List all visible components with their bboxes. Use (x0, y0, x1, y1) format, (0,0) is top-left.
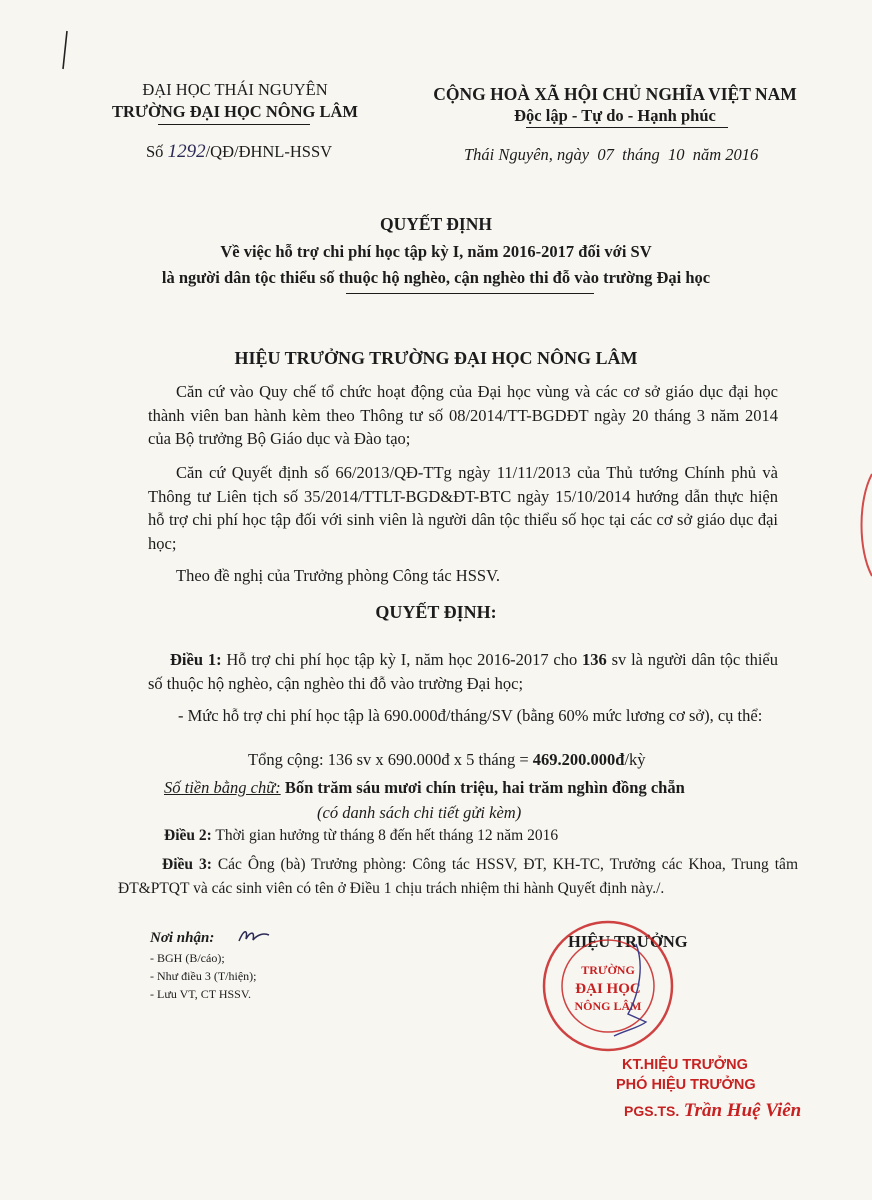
total-prefix: Tổng cộng: 136 sv x 690.000đ x 5 tháng = (248, 750, 533, 769)
total-value: 469.200.000đ (532, 750, 625, 769)
recipients-label: Nơi nhận: (150, 930, 215, 946)
signatory-title: HIỆU TRƯỞNG (568, 932, 688, 951)
seal-line-3: NÔNG LÂM (574, 999, 642, 1013)
org-underline (158, 124, 310, 125)
article-3 (118, 853, 798, 901)
place-date: Thái Nguyên, ngày 07 tháng 10 năm 2016 (464, 145, 759, 164)
recipient-item: - Lưu VT, CT HSSV. (150, 987, 251, 1001)
seal-line-1: TRƯỜNG (581, 963, 635, 977)
article-3-label: Điều 3: (162, 856, 212, 873)
amount-in-words (164, 778, 685, 798)
amount-words-value: Bốn trăm sáu mươi chín triệu, hai trăm nghìn đồng chẵn (280, 778, 685, 797)
recipient-item: - Như điều 3 (T/hiện); (150, 969, 257, 983)
article-1-total (248, 750, 646, 770)
preamble-item: Căn cứ vào Quy chế tổ chức hoạt động của Đại học vùng và các cơ sở giáo dục đại học thành viên ban hành kèm theo Thông tư số 08/2014/TT-BGDĐT ngày 20 tháng 3 năm 2014 của Bộ trưởng Bộ Giáo dục và Đào tạo; (148, 382, 778, 448)
preamble-item: Căn cứ Quyết định số 66/2013/QĐ-TTg ngày 11/11/2013 của Thủ tướng Chính phủ và Thông tư Liên tịch số 35/2014/TTLT-BGD&ĐT-BTC ngày 15/10/2014 hướng dẫn thực hiện hỗ trợ chi phí học tập đối với sinh viên là người dân tộc thiểu số học tại các cơ sở giáo dục đại học; (148, 463, 778, 553)
initials-scribble (236, 926, 272, 948)
doc-number-suffix: /QĐ/ĐHNL-HSSV (205, 142, 333, 161)
org-name: TRƯỜNG ĐẠI HỌC NÔNG LÂM (112, 102, 358, 121)
doc-number (146, 141, 332, 163)
subject-underline (346, 293, 594, 294)
signer (624, 1100, 801, 1122)
decision-heading: QUYẾT ĐỊNH: (375, 602, 497, 622)
attachment-note: (có danh sách chi tiết gửi kèm) (317, 803, 522, 822)
total-suffix: /kỳ (624, 750, 646, 769)
handwritten-mark (62, 30, 68, 70)
motto: Độc lập - Tự do - Hạnh phúc (514, 106, 716, 125)
amount-words-label: Số tiền bằng chữ: (164, 778, 281, 797)
acting-title: KT.HIỆU TRƯỞNG (622, 1057, 748, 1073)
edge-seal-fragment (854, 470, 872, 580)
article-1-rate: - Mức hỗ trợ chi phí học tập là 690.000đ/tháng/SV (bằng 60% mức lương cơ sở), cụ thể: (178, 706, 763, 725)
authority-heading: HIỆU TRƯỞNG TRƯỜNG ĐẠI HỌC NÔNG LÂM (234, 348, 638, 368)
document-type: QUYẾT ĐỊNH (380, 214, 492, 234)
article-1-count: 136 (582, 650, 607, 669)
motto-underline (526, 127, 728, 128)
article-2 (164, 827, 558, 845)
signer-degree: PGS.TS. (624, 1103, 680, 1119)
article-2-label: Điều 2: (164, 827, 212, 844)
article-2-text: Thời gian hưởng từ tháng 8 đến hết tháng 12 năm 2016 (211, 827, 559, 844)
doc-number-prefix: Số (146, 142, 164, 161)
subject-line-1: Về việc hỗ trợ chi phí học tập kỳ I, năm 2016-2017 đối với SV (220, 242, 652, 261)
preamble-item: Theo đề nghị của Trưởng phòng Công tác HSSV. (176, 566, 500, 585)
recipient-item: - BGH (B/cáo); (150, 951, 225, 965)
article-1-text-after: sv là người dân tộc thiểu số thuộc hộ nghèo, cận nghèo thi đỗ vào trường Đại học; (148, 650, 778, 693)
deputy-title: PHÓ HIỆU TRƯỞNG (616, 1077, 756, 1093)
article-1-text-before: Hỗ trợ chi phí học tập kỳ I, năm học 2016-2017 cho (221, 650, 583, 669)
article-1 (148, 648, 778, 695)
country-name: CỘNG HOÀ XÃ HỘI CHỦ NGHĨA VIỆT NAM (433, 84, 797, 104)
doc-number-handwritten: 1292 (167, 141, 206, 162)
article-3-text: Các Ông (bà) Trưởng phòng: Công tác HSSV, ĐT, KH-TC, Trưởng các Khoa, Trung tâm ĐT&PTQT và các sinh viên có tên ở Điều 1 chịu trách nhiệm thi hành Quyết định này./. (118, 856, 798, 897)
official-seal (540, 918, 676, 1054)
seal-line-2: ĐẠI HỌC (575, 981, 641, 997)
article-1-label: Điều 1: (170, 650, 222, 669)
signer-name: Trần Huệ Viên (683, 1100, 802, 1121)
subject-line-2: là người dân tộc thiểu số thuộc hộ nghèo, cận nghèo thi đỗ vào trường Đại học (161, 268, 711, 287)
org-parent: ĐẠI HỌC THÁI NGUYÊN (142, 80, 328, 99)
